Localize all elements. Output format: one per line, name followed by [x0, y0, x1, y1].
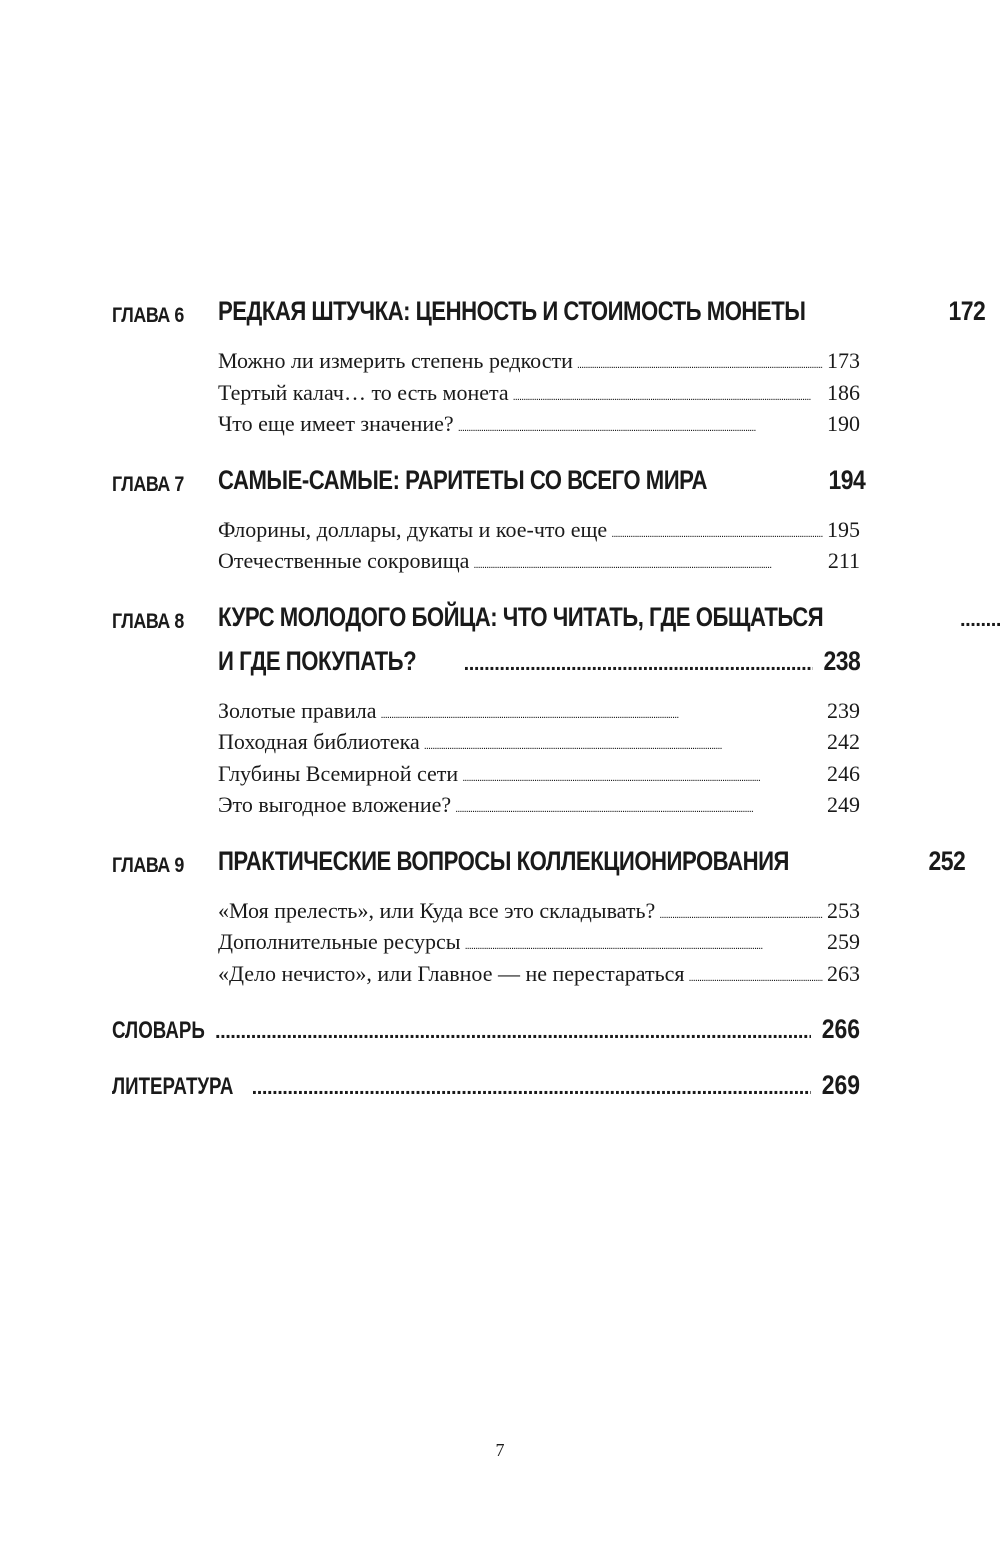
- section-entry[interactable]: [218, 348, 860, 380]
- section-entry[interactable]: [218, 698, 860, 730]
- chapter-label: ГЛАВА 8: [112, 609, 184, 633]
- section-title: Можно ли измерить степень редкости: [218, 348, 573, 373]
- section-entry[interactable]: [218, 517, 860, 549]
- dot-leader: [577, 359, 823, 371]
- section-entry[interactable]: [218, 792, 860, 824]
- dot-leader: [464, 653, 813, 676]
- chapter-title-line[interactable]: [218, 296, 986, 340]
- glossary-entry[interactable]: [112, 1014, 860, 1058]
- section-title: Глубины Всемирной сети: [218, 760, 459, 786]
- chapter-title: КУРС МОЛОДОГО БОЙЦА: ЧТО ЧИТАТЬ, ГДЕ ОБЩАТЬСЯ: [218, 601, 824, 632]
- chapter-entry: [112, 464, 866, 580]
- chapter-title: ПРАКТИЧЕСКИЕ ВОПРОСЫ КОЛЛЕКЦИОНИРОВАНИЯ: [218, 845, 789, 876]
- dot-leader: [513, 391, 823, 403]
- section-title: Походная библиотека: [218, 729, 420, 754]
- section-page: 190: [827, 411, 860, 436]
- dot-leader: [473, 559, 823, 571]
- section-title: Флорины, доллары, дукаты и кое-что еще: [218, 516, 608, 542]
- section-entry[interactable]: [218, 411, 860, 443]
- section-page: 195: [827, 516, 860, 542]
- section-title: «Моя прелесть», или Куда все это складывать?: [218, 897, 656, 923]
- dot-leader: [611, 528, 823, 540]
- dot-leader: [381, 709, 823, 721]
- section-title: Дополнительные ресурсы: [218, 929, 461, 954]
- dot-leader: [215, 1021, 811, 1044]
- section-page: 186: [827, 379, 860, 405]
- dot-leader: [659, 909, 823, 921]
- table-of-contents: [112, 296, 986, 1126]
- standalone-page: 266: [821, 1014, 860, 1044]
- section-entry[interactable]: [218, 729, 860, 761]
- section-page: 239: [827, 697, 860, 723]
- page-number: 7: [495, 1440, 505, 1460]
- dot-leader: [424, 740, 823, 752]
- chapter-entry: [112, 602, 860, 824]
- section-title: Отечественные сокровища: [218, 548, 470, 573]
- section-title: Тертый калач… то есть монета: [218, 379, 509, 405]
- chapter-title-line[interactable]: [218, 602, 860, 646]
- bibliography-entry[interactable]: [112, 1070, 860, 1114]
- dot-leader: [465, 940, 823, 952]
- dot-leader: [455, 803, 823, 815]
- chapter-page: 238: [823, 645, 860, 676]
- chapter-entry: [112, 296, 986, 443]
- chapter-title-line[interactable]: [218, 646, 860, 690]
- section-entry[interactable]: [218, 961, 860, 993]
- chapter-title: И ГДЕ ПОКУПАТЬ?: [218, 645, 417, 676]
- section-page: 253: [827, 897, 860, 923]
- chapter-page: 172: [948, 296, 986, 326]
- standalone-title: ЛИТЕРАТУРА: [112, 1073, 234, 1100]
- chapter-label: ГЛАВА 7: [112, 472, 184, 496]
- section-page: 242: [827, 729, 860, 754]
- section-title: Золотые правила: [218, 697, 377, 723]
- section-entry[interactable]: [218, 548, 860, 580]
- section-entry[interactable]: [218, 929, 860, 961]
- section-title: «Дело нечисто», или Главное — не перестараться: [218, 960, 685, 986]
- dot-leader: [689, 972, 824, 984]
- standalone-page: 269: [821, 1070, 860, 1100]
- chapter-title: САМЫЕ-САМЫЕ: РАРИТЕТЫ СО ВСЕГО МИРА: [218, 464, 707, 495]
- chapter-label: ГЛАВА 9: [112, 853, 184, 877]
- section-page: 211: [827, 548, 860, 573]
- section-title: Что еще имеет значение?: [218, 411, 454, 436]
- chapter-entry: [112, 845, 966, 993]
- section-entry[interactable]: [218, 898, 860, 930]
- chapter-title-line[interactable]: [218, 464, 866, 509]
- section-page: 259: [827, 929, 860, 954]
- dot-leader: [960, 609, 1000, 632]
- section-page: 246: [827, 760, 860, 786]
- chapter-title: РЕДКАЯ ШТУЧКА: ЦЕННОСТЬ И СТОИМОСТЬ МОНЕТЫ: [218, 296, 806, 326]
- chapter-label: ГЛАВА 6: [112, 304, 184, 327]
- dot-leader: [458, 422, 823, 434]
- section-entry[interactable]: [218, 380, 860, 412]
- standalone-title: СЛОВАРЬ: [112, 1017, 205, 1044]
- dot-leader: [252, 1077, 811, 1100]
- section-entry[interactable]: [218, 761, 860, 793]
- section-page: 263: [827, 960, 860, 986]
- chapter-title-line[interactable]: [218, 845, 966, 890]
- dot-leader: [462, 772, 823, 784]
- section-page: 249: [827, 792, 860, 817]
- section-title: Это выгодное вложение?: [218, 792, 452, 817]
- chapter-page: 252: [928, 845, 966, 876]
- section-page: 173: [827, 348, 860, 373]
- chapter-page: 194: [828, 464, 866, 495]
